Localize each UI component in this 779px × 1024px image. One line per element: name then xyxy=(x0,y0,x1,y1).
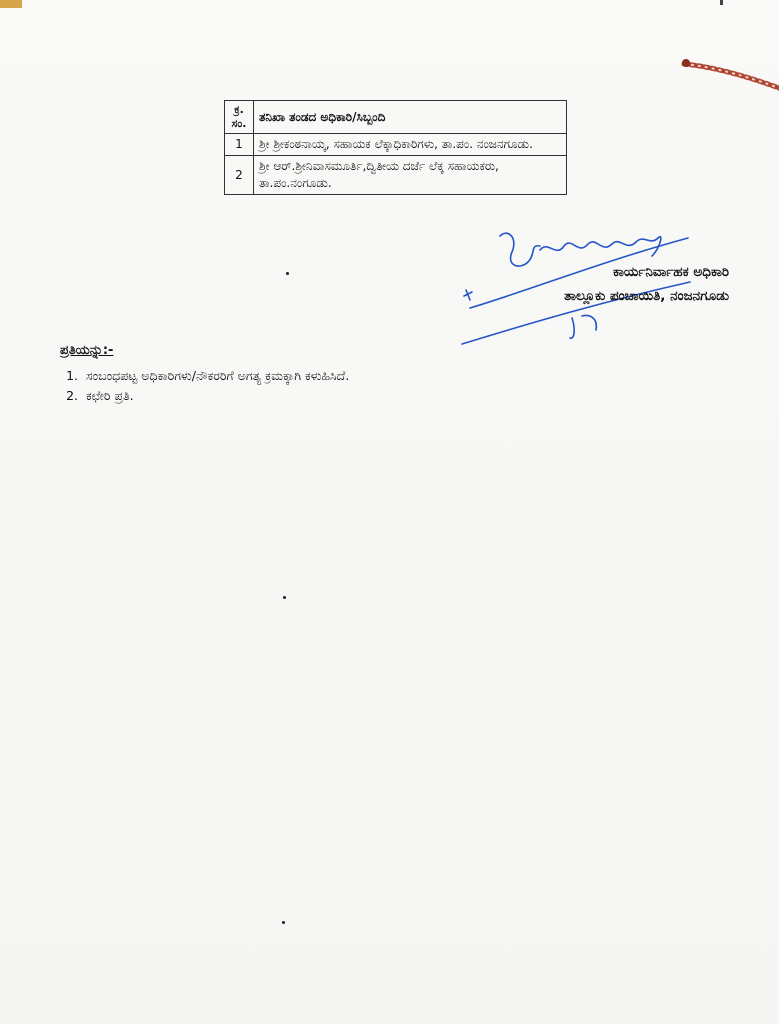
row-serial: 1 xyxy=(225,134,254,156)
list-item-index: 1. xyxy=(66,368,78,383)
copy-to-heading: ಪ್ರತಿಯನ್ನು:- xyxy=(60,343,114,358)
row-officer: ಶ್ರೀ ಶ್ರೀಕಂಠನಾಯ್ಕ, ಸಹಾಯಕ ಲೆಕ್ಕಾಧಿಕಾರಿಗಳು, ತಾ.ಪಂ. ನಂಜನಗೂಡು. xyxy=(254,134,567,156)
copy-to-list xyxy=(60,366,349,406)
header-serial-text: ಕ್ರ. ಸಂ. xyxy=(231,103,247,130)
binding-string-icon xyxy=(682,59,779,88)
speck-mark xyxy=(283,596,286,599)
table-row xyxy=(225,156,567,195)
row-serial: 2 xyxy=(225,156,254,195)
table-header-row xyxy=(225,101,567,134)
list-item xyxy=(60,386,349,406)
signatory-designation: ಕಾರ್ಯನಿರ್ವಾಹಕ ಅಧಿಕಾರಿ xyxy=(613,264,729,280)
header-officer: ತನಿಖಾ ತಂಡದ ಅಧಿಕಾರಿ/ಸಿಬ್ಬಂದಿ xyxy=(254,101,567,134)
list-item-text: ಕಛೇರಿ ಪ್ರತಿ. xyxy=(86,388,134,403)
row-officer: ಶ್ರೀ ಆರ್.ಶ್ರೀನಿವಾಸಮೂರ್ತಿ,ದ್ವಿತೀಯ ದರ್ಜೆ ಲೆಕ್ಕ ಸಹಾಯಕರು, ತಾ.ಪಂ.ನಂಗೂಡು. xyxy=(254,156,567,195)
speck-mark xyxy=(286,272,289,275)
signature-block xyxy=(564,260,729,308)
header-serial xyxy=(225,101,254,134)
table-row xyxy=(225,134,567,156)
officers-table xyxy=(224,100,567,195)
list-item-text: ಸಂಬಂಧಪಟ್ಟ ಅಧಿಕಾರಿಗಳು/ನೌಕರರಿಗೆ ಅಗತ್ಯ ಕ್ರಮಕ್ಕಾಗಿ ಕಳುಹಿಸಿದೆ. xyxy=(86,368,350,383)
signatory-office: ತಾಲ್ಲೂಕು ಪಂಚಾಯಿತಿ, ನಂಜನಗೂಡು xyxy=(564,288,729,304)
speck-mark xyxy=(282,921,285,924)
list-item xyxy=(60,366,349,386)
list-item-index: 2. xyxy=(66,388,78,403)
